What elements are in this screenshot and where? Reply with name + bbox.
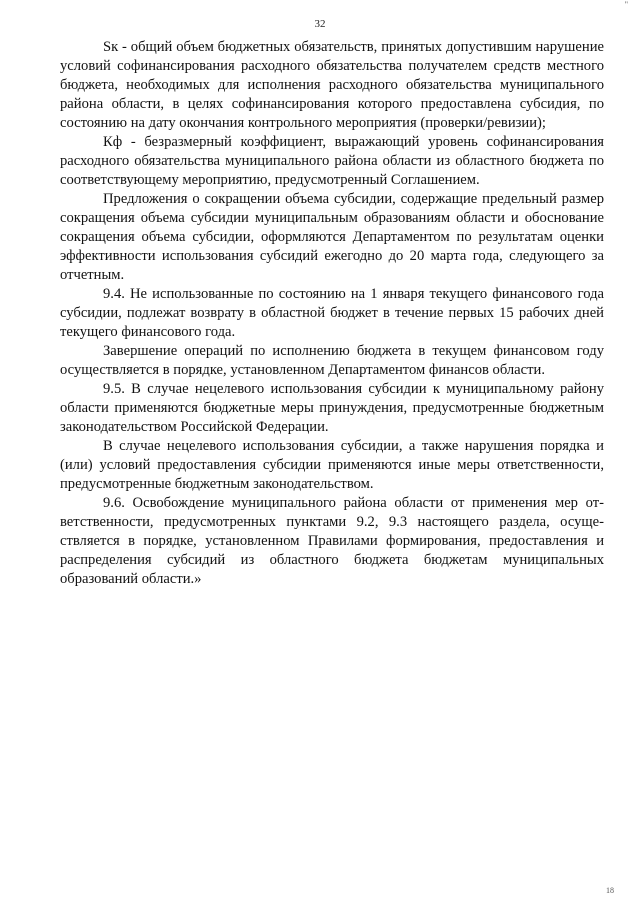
paragraph-9-4: 9.4. Не использованные по состоянию на 1 января текущего финансового года субсидии, подлежат возврату в областной бюджет в течение первых 15 рабочих дней текущего финансового года. xyxy=(60,286,604,340)
paragraph-budget-completion: Завершение операций по исполнению бюджета в текущем финансовом году осуществляется в порядке, установленном Департаментом финансов области. xyxy=(60,343,604,378)
paragraph-misuse-measures: В случае нецелевого использования субсидии, а также нарушения порядка и (или) условий предоставления субсидии применяются иные меры ответственности, предусмотренные бюджетным законодательством. xyxy=(60,438,604,492)
paragraph-9-6: 9.6. Освобождение муниципального района области от применения мер ответственности, предусмотренных пунктами 9.2, 9.3 настоящего раздела, осуществляется в порядке, установленном Правилами формирования, предоставления и распределения субсидий из областного бюджета бюджетам муниципальных образований области.» xyxy=(60,495,604,587)
paragraph-reduction-proposals: Предложения о сокращении объема субсидии, содержащие предельный размер сокращения объема субсидии муниципальным образованиям области и обоснование сокращения объема субсидии, оформляются Департаментом по результатам оценки эффективности использования субсидий ежегодно до 20 марта года, следующего за отчетным. xyxy=(60,191,604,283)
paragraph-kf-definition: Кф - безразмерный коэффициент, выражающий уровень софинансирования расходного обязательства муниципального района области из областного бюджета по соответствующему мероприятию, предусмотренный Соглашением. xyxy=(60,134,604,188)
corner-mark-top: " xyxy=(624,0,628,9)
paragraph-9-5: 9.5. В случае нецелевого использования субсидии к муниципальному району области применяются бюджетные меры принуждения, предусмотренные бюджетным законодательством Российской Федерации. xyxy=(60,381,604,435)
paragraph-sk-definition: Sк - общий объем бюджетных обязательств, принятых допустившим нарушение условий софинансирования расходного обязательства получателем средств местного бюджета, необходимых для исполнения расходного обязательства муниципального района области, в целях софинансирования которого предоставлена субсидия, по состоянию на дату окончания контрольного мероприятия (проверки/ревизии); xyxy=(60,39,604,131)
page-number: 32 xyxy=(314,18,326,30)
document-body xyxy=(60,38,604,589)
corner-mark-bottom: 18 xyxy=(606,886,614,895)
